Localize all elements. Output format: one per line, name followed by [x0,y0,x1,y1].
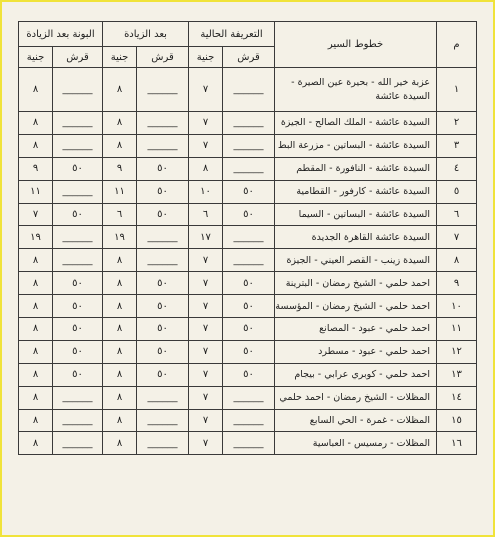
current-pounds: ٨ [189,157,223,180]
subscription-piasters: ______ [53,134,103,157]
subscription-pounds: ٨ [19,386,53,409]
table-row [19,203,477,226]
row-number: ٣ [437,134,477,157]
subscription-pounds: ٨ [19,249,53,272]
current-pounds: ٧ [189,295,223,318]
current-pounds: ٧ [189,363,223,386]
increase-piasters: ٥٠ [137,340,189,363]
route-name: عزبة خير الله - بحيرة عين الصيرة - السيدة عائشة [275,68,437,112]
increase-piasters: ______ [137,68,189,112]
table-row [19,68,477,112]
current-piasters: ______ [223,112,275,135]
increase-pounds: ١١ [103,180,137,203]
current-pounds: ٧ [189,318,223,341]
subscription-piasters: ______ [53,112,103,135]
subscription-pounds: ٨ [19,295,53,318]
header-subscription-pounds: جنية [19,47,53,68]
table-row [19,272,477,295]
header-number: م [437,22,477,68]
current-pounds: ٧ [189,249,223,272]
subscription-piasters: ______ [53,68,103,112]
current-piasters: ٥٠ [223,295,275,318]
row-number: ٧ [437,226,477,249]
increase-piasters: ______ [137,432,189,455]
table-row [19,249,477,272]
row-number: ١٥ [437,409,477,432]
header-current-piasters: قرش [223,47,275,68]
current-piasters: ٥٠ [223,363,275,386]
increase-pounds: ١٩ [103,226,137,249]
route-name: المظلات - رمسيس - العباسية [275,432,437,455]
table-row [19,432,477,455]
row-number: ١٣ [437,363,477,386]
header-current-pounds: جنية [189,47,223,68]
increase-piasters: ______ [137,112,189,135]
route-name: السيدة عائشة - كارفور - القطامية [275,180,437,203]
current-pounds: ٧ [189,112,223,135]
increase-pounds: ٨ [103,272,137,295]
current-piasters: ______ [223,68,275,112]
increase-pounds: ٨ [103,432,137,455]
table-row [19,363,477,386]
route-name: احمد حلمي - الشيخ رمضان - المؤسسة [275,295,437,318]
current-pounds: ٦ [189,203,223,226]
subscription-piasters: ______ [53,432,103,455]
row-number: ١٢ [437,340,477,363]
subscription-piasters: ______ [53,409,103,432]
increase-pounds: ٦ [103,203,137,226]
increase-pounds: ٨ [103,112,137,135]
current-pounds: ٧ [189,272,223,295]
current-pounds: ٧ [189,386,223,409]
current-pounds: ٧ [189,134,223,157]
table-row [19,409,477,432]
current-pounds: ٧ [189,432,223,455]
row-number: ٦ [437,203,477,226]
row-number: ١٠ [437,295,477,318]
current-piasters: ٥٠ [223,340,275,363]
row-number: ١٦ [437,432,477,455]
subscription-pounds: ١٩ [19,226,53,249]
route-name: احمد حلمي - الشيخ رمضان - البترينة [275,272,437,295]
table-row [19,318,477,341]
current-pounds: ٧ [189,340,223,363]
subscription-piasters: ٥٠ [53,203,103,226]
current-piasters: ______ [223,134,275,157]
row-number: ١٤ [437,386,477,409]
header-increase-pounds: جنية [103,47,137,68]
subscription-piasters: ٥٠ [53,295,103,318]
subscription-piasters: ٥٠ [53,272,103,295]
increase-piasters: ٥٠ [137,318,189,341]
row-number: ٤ [437,157,477,180]
route-name: السيدة عائشة - البساتين - مزرعة البط [275,134,437,157]
header-subscription-piasters: قرش [53,47,103,68]
subscription-pounds: ٨ [19,318,53,341]
subscription-piasters: ٥٠ [53,318,103,341]
subscription-pounds: ٨ [19,363,53,386]
route-name: احمد حلمي - كوبري عرابي - بيجام [275,363,437,386]
table-row [19,134,477,157]
route-name: السيدة عائشة القاهرة الجديدة [275,226,437,249]
subscription-pounds: ٨ [19,340,53,363]
current-piasters: ______ [223,226,275,249]
current-piasters: ______ [223,432,275,455]
subscription-pounds: ٨ [19,112,53,135]
current-piasters: ______ [223,409,275,432]
current-pounds: ١٠ [189,180,223,203]
current-pounds: ٧ [189,68,223,112]
increase-piasters: ٥٠ [137,180,189,203]
current-piasters: ٥٠ [223,318,275,341]
increase-piasters: ٥٠ [137,203,189,226]
table-row [19,112,477,135]
route-name: احمد حلمي - عبود - المصانع [275,318,437,341]
route-name: احمد حلمي - عبود - مسطرد [275,340,437,363]
increase-piasters: ______ [137,226,189,249]
subscription-pounds: ٨ [19,134,53,157]
route-name: المظلات - الشيخ رمضان - احمد حلمي [275,386,437,409]
increase-piasters: ٥٠ [137,157,189,180]
table-row [19,226,477,249]
table-row [19,295,477,318]
header-increase-piasters: قرش [137,47,189,68]
subscription-piasters: ______ [53,386,103,409]
increase-piasters: ______ [137,134,189,157]
row-number: ٢ [437,112,477,135]
increase-pounds: ٨ [103,134,137,157]
subscription-pounds: ٨ [19,432,53,455]
route-name: السيدة زينب - القصر العيني - الجيزة [275,249,437,272]
table-row [19,180,477,203]
increase-pounds: ٩ [103,157,137,180]
increase-pounds: ٨ [103,386,137,409]
subscription-pounds: ٨ [19,68,53,112]
subscription-pounds: ٨ [19,272,53,295]
header-route: خطوط السير [275,22,437,68]
row-number: ٨ [437,249,477,272]
current-pounds: ٧ [189,409,223,432]
increase-pounds: ٨ [103,295,137,318]
route-name: السيدة عائشة - البساتين - السيما [275,203,437,226]
subscription-piasters: ______ [53,249,103,272]
current-piasters: ______ [223,249,275,272]
current-piasters: ٥٠ [223,203,275,226]
increase-pounds: ٨ [103,249,137,272]
subscription-piasters: ٥٠ [53,363,103,386]
increase-piasters: ______ [137,249,189,272]
subscription-pounds: ٩ [19,157,53,180]
route-name: السيدة عائشة - الملك الصالح - الجيزة [275,112,437,135]
increase-piasters: ٥٠ [137,295,189,318]
header-after-increase: بعد الزيادة [103,22,189,47]
increase-piasters: ______ [137,409,189,432]
increase-pounds: ٨ [103,318,137,341]
subscription-piasters: ٥٠ [53,157,103,180]
subscription-piasters: ______ [53,226,103,249]
row-number: ٩ [437,272,477,295]
row-number: ٥ [437,180,477,203]
table-row [19,386,477,409]
increase-piasters: ٥٠ [137,363,189,386]
header-current-fare: التعريفة الحالية [189,22,275,47]
route-name: السيدة عائشة - النافورة - المقطم [275,157,437,180]
row-number: ١١ [437,318,477,341]
table-row [19,340,477,363]
route-name: المظلات - غمرة - الحي السابع [275,409,437,432]
table-row [19,157,477,180]
header-subscription-after-increase: البونة بعد الزيادة [19,22,103,47]
increase-piasters: ٥٠ [137,272,189,295]
current-piasters: ______ [223,386,275,409]
increase-piasters: ______ [137,386,189,409]
increase-pounds: ٨ [103,340,137,363]
subscription-pounds: ٧ [19,203,53,226]
increase-pounds: ٨ [103,363,137,386]
increase-pounds: ٨ [103,68,137,112]
current-piasters: ______ [223,157,275,180]
current-pounds: ١٧ [189,226,223,249]
subscription-pounds: ٨ [19,409,53,432]
row-number: ١ [437,68,477,112]
subscription-piasters: ٥٠ [53,340,103,363]
fare-table [18,21,477,455]
current-piasters: ٥٠ [223,272,275,295]
increase-pounds: ٨ [103,409,137,432]
subscription-pounds: ١١ [19,180,53,203]
current-piasters: ٥٠ [223,180,275,203]
subscription-piasters: ______ [53,180,103,203]
